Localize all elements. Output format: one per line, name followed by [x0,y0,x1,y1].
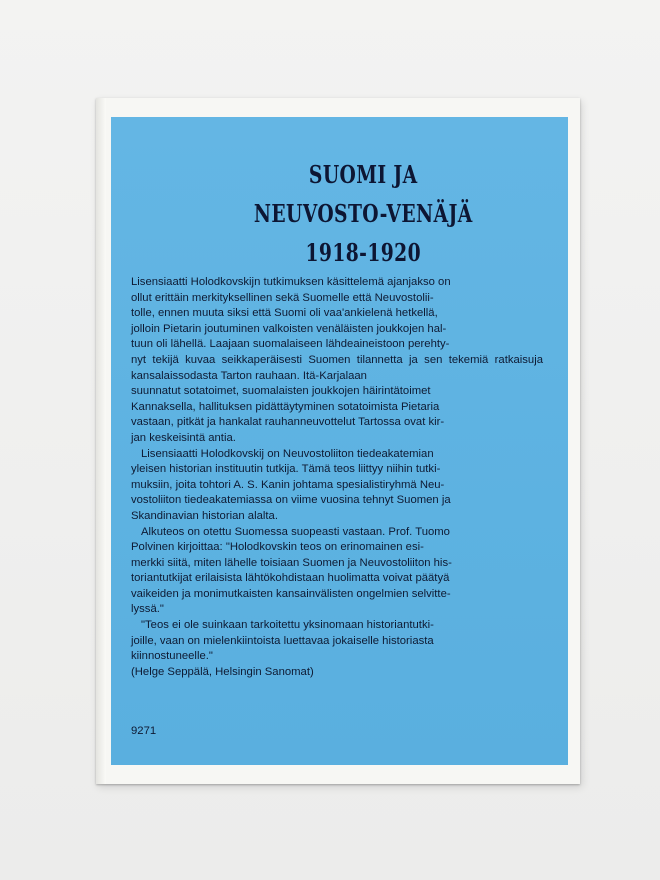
text-line: suunnatut sotatoimet, suomalaisten joukkojen häirintätoimet [131,385,431,398]
text-line: vastaan, pitkät ja hankalat rauhanneuvottelut Tartossa ovat kir- [131,416,445,429]
text-line: lyssä." [131,603,164,616]
text-line: merkki siitä, miten lähelle toisiaan Suomen ja Neuvostoliiton his- [131,556,452,569]
title-line-2: NEUVOSTO-VENÄJÄ [253,199,473,228]
text-line: muksiin, joita tohtori A. S. Kanin johtama spesialistiryhmä Neu- [131,478,445,491]
text-line: Kannaksella, hallituksen pidättäytyminen sotatoimista Pietaria [131,400,440,413]
book-back [96,98,580,784]
blurb-paragraph-2 [131,447,543,463]
catalog-number: 9271 [131,725,157,737]
text-line: jan keskeisintä antia. [131,431,236,444]
title-line-3: 1918-1920 [305,238,421,267]
text-line: nyt tekijä kuvaa seikkaperäisesti Suomen tilannetta ja sen tekemiä ratkaisuja kansalaissodasta Tarton rauhaan. Itä-Karjalaan [131,353,543,382]
book-spine-edge [96,98,106,784]
text-line: jolloin Pietarin joutuminen valkoisten venäläisten joukkojen hal- [131,322,447,335]
text-line: toriantutkijat erilaisista lähtökohdistaan huolimatta voivat päätyä [131,572,450,585]
text-line: yleisen historian instituutin tutkija. Tämä teos liittyy niihin tutki- [131,463,441,476]
text-line: vaikeiden ja monimutkaisten kansainvälisten ongelmien selvitte- [131,587,451,600]
text-line: joille, vaan on mielenkiintoista luettavaa jokaiselle historiasta [131,634,434,647]
blurb-paragraph-2-cont [131,462,543,524]
quote-attribution: (Helge Seppälä, Helsingin Sanomat) [131,665,314,678]
text-line: Lisensiaatti Holodkovskij on Neuvostoliiton tiedeakatemian [141,447,434,460]
book-title [166,155,522,272]
back-cover [111,117,568,765]
text-line: "Teos ei ole suinkaan tarkoitettu yksinomaan historiantutki- [141,619,434,632]
text-line: Alkuteos on otettu Suomessa suopeasti vastaan. Prof. Tuomo [141,525,450,538]
blurb-paragraph-4 [131,618,543,634]
text-line: tuun oli lähellä. Laajaan suomalaiseen lähdeaineistoon perehty- [131,338,450,351]
blurb-paragraph-4-cont [131,634,543,681]
text-line: vostoliiton tiedeakatemiassa on viime vuosina tehnyt Suomen ja [131,494,451,507]
blurb-paragraph-3-cont [131,540,543,618]
text-line: Polvinen kirjoittaa: "Holodkovskin teos on erinomainen esi- [131,541,424,554]
blurb-paragraph-1 [131,275,543,447]
text-line: ollut erittäin merkityksellinen sekä Suomelle että Neuvostolii- [131,291,434,304]
title-line-1: SUOMI JA [308,160,418,189]
blurb-text [131,275,543,680]
text-line: tolle, ennen muuta siksi että Suomi oli vaa'ankielenä hetkellä, [131,307,438,320]
blurb-paragraph-3 [131,525,543,541]
text-line: Lisensiaatti Holodkovskijn tutkimuksen käsittelemä ajanjakso on [131,276,451,288]
text-line: kiinnostuneelle." [131,650,213,663]
text-line: Skandinavian historian alalta. [131,509,278,522]
